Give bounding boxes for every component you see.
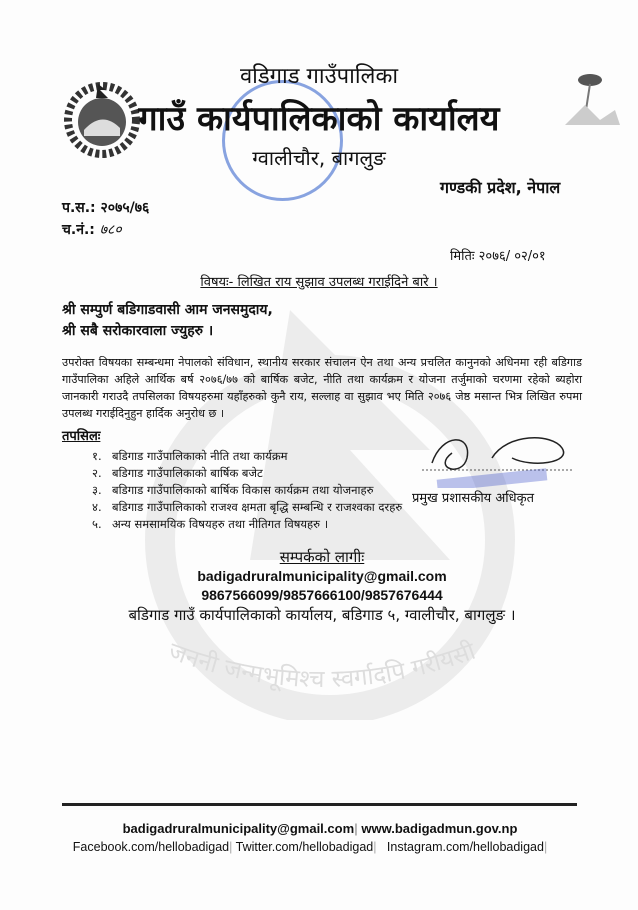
footer-line-1: badigadruralmunicipality@gmail.com| www.badigadmun.gov.np: [122, 821, 518, 836]
svg-text:जननी जन्मभूमिश्च स्वर्गादपि गर: जननी जन्मभूमिश्च स्वर्गादपि गरीयसी: [165, 636, 479, 694]
signatory-title: प्रमुख प्रशासकीय अधिकृत: [412, 491, 535, 506]
signature-icon: [412, 428, 582, 488]
subject-line: [0, 272, 638, 290]
watermark-motto: [122, 632, 522, 712]
contact-phones: 9867566099/9857666100/9857676444: [201, 587, 443, 603]
contact-email[interactable]: badigadruralmunicipality@gmail.com: [197, 568, 447, 584]
item-text: बडिगाड गाउँपालिकाको नीति तथा कार्यक्रम: [112, 449, 288, 463]
item-text: अन्य समसामयिक विषयहरु तथा नीतिगत विषयहरु ।: [112, 517, 329, 531]
footer-line-2: Facebook.com/hellobadigad| Twitter.com/hellobadigad| Instagram.com/hellobadigad|: [72, 840, 548, 854]
list-item: [92, 516, 404, 533]
list-item: [92, 448, 404, 465]
office-title: गाउँ कार्यपालिकाको कार्यालय: [138, 99, 500, 139]
office-location: ग्वालीचौर, बागलुङ: [252, 146, 386, 170]
item-number: ३.: [92, 483, 102, 497]
contact-block: [62, 547, 582, 626]
municipality-name: वडिगाड गाउँपालिका: [239, 64, 399, 89]
dispatch-label: च.नं.:: [62, 222, 95, 238]
twitter-link[interactable]: Twitter.com/hellobadigad: [235, 840, 374, 854]
facebook-link[interactable]: Facebook.com/hellobadigad: [72, 840, 230, 854]
province: गण्डकी प्रदेश, नेपाल: [440, 178, 561, 197]
item-number: १.: [92, 449, 102, 463]
item-text: बडिगाड गाउँपालिकाको बार्षिक बजेट: [112, 466, 263, 480]
footer-website-link[interactable]: www.badigadmun.gov.np: [361, 821, 518, 836]
contact-address: बडिगाड गाउँ कार्यपालिकाको कार्यालय, बडिगाड ५, ग्वालीचौर, बागलुङ ।: [128, 606, 516, 624]
list-item: [92, 465, 404, 482]
item-number: २.: [92, 466, 102, 480]
instagram-link[interactable]: Instagram.com/hellobadigad: [386, 840, 544, 854]
footer-divider: [62, 803, 577, 806]
footer-email-link[interactable]: badigadruralmunicipality@gmail.com: [122, 821, 355, 836]
dispatch-number: [62, 220, 122, 239]
tapsil-and-signature: [62, 448, 582, 533]
list-item: [92, 482, 404, 499]
item-text: बडिगाड गाउँपालिकाको राजश्व क्षमता बृद्धि सम्बन्धि र राजश्वका दरहरु: [112, 500, 403, 514]
signature-block: [412, 428, 582, 506]
letter-body: [62, 300, 582, 712]
dispatch-value: ७८०: [99, 222, 122, 238]
subject-text: विषयः- लिखित राय सुझाव उपलब्ध गराईदिने बारे ।: [200, 275, 438, 290]
letter-date: मितिः २०७६/ ०२/०१: [450, 249, 546, 264]
list-item: [92, 499, 404, 516]
tapsil-list: [62, 448, 404, 533]
item-number: ४.: [92, 500, 102, 514]
addressee: श्री सबै सरोकारवाला ज्युहरु ।: [62, 323, 214, 339]
contact-heading: [62, 547, 582, 567]
contact-heading-text: सम्पर्कको लागीः: [279, 548, 365, 566]
body-paragraph: उपरोक्त विषयका सम्बन्धमा नेपालको संविधान, स्थानीय सरकार संचालन ऐन तथा अन्य प्रचलित कानुनको अधिनमा रही बडिगाड गाउँपालिका अहिले आर्थिक बर्ष २०७६/७७ को बार्षिक बजेट, नीति तथा कार्यक्रम र योजना तर्जुमाको चरणमा रहेको ब्यहोरा जानकारी गराउदै तपसिलका विषयहरुमा यहाँहरुको कुनै राय, सल्लाह वा सुझाव भए मिति २०७६ जेष्ठ मसान्त भित्र लिखित रुपमा उपलब्ध गराईदिनुहुन हार्दिक अनुरोध छ ।: [62, 356, 582, 420]
item-number: ५.: [92, 517, 102, 531]
item-text: बडिगाड गाउँपालिकाको बार्षिक विकास कार्यक्रम तथा योजनाहरु: [112, 483, 374, 497]
addressee: श्री सम्पुर्ण बडिगाडवासी आम जनसमुदाय,: [62, 302, 273, 318]
tapsil-heading: तपसिलः: [62, 429, 101, 444]
letter-reference: प.स.: २०७५/७६: [62, 200, 150, 216]
